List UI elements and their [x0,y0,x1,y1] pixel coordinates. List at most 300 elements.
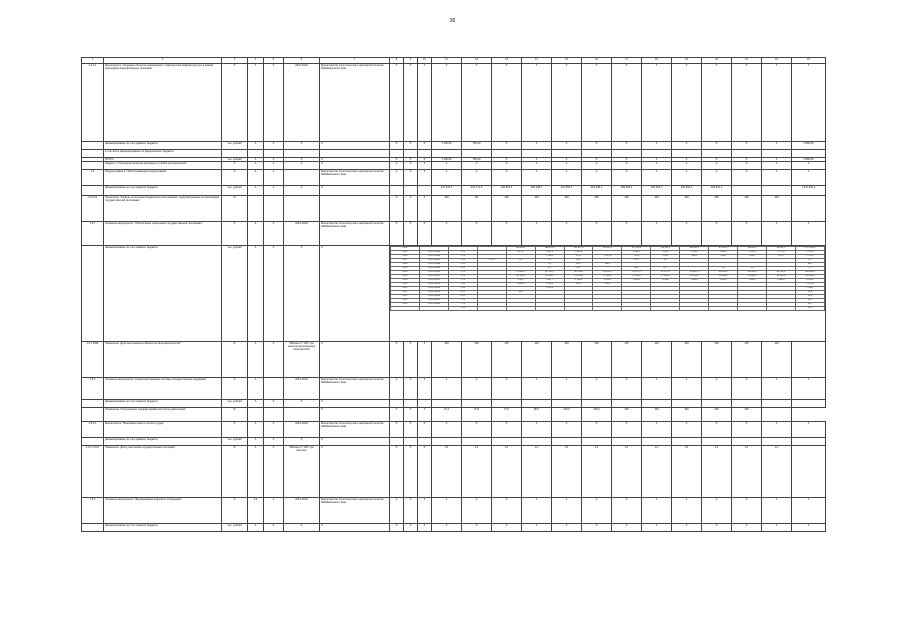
value-cell: 14 [552,446,582,498]
breakdown-cell: 1 29 [448,279,477,283]
cell-c4 [248,150,264,158]
value-cell: X [404,170,418,186]
breakdown-cell: 21 549,0 [593,275,622,279]
value-cell [732,438,762,446]
value-cell: X [462,378,492,400]
value-cell: X [492,64,522,142]
breakdown-cell [651,307,680,311]
value-cell: 781,20 [462,142,492,150]
value-cell: X [390,524,404,532]
value-cell: X [582,524,612,532]
column-number: 14 [522,58,552,64]
value-cell: X [432,170,462,186]
value-cell: X [522,64,552,142]
cell-c4: X [248,186,264,196]
value-cell [612,150,642,158]
cell-text: Мероприятие "Создание объектов инженерной и транспортной инфраструктуры в рамках реализации муниципальных программ [104,64,222,142]
breakdown-cell: 1 023,0 [593,279,622,283]
breakdown-cell: 17301 04309 [419,267,448,271]
value-cell [642,150,672,158]
value-cell [702,438,732,446]
value-cell: X [552,142,582,150]
cell-c6: 2014-2024 [284,378,320,400]
value-cell: X [492,142,522,150]
breakdown-cell: 25 103,1 [535,275,564,279]
cell-c4: X [248,342,264,378]
breakdown-cell: 7,2 [795,267,824,271]
value-cell: X [418,422,432,438]
breakdown-cell: 2018 [391,263,420,267]
cell-text: Показатель "Доля участников государственных программ" [104,446,222,498]
value-cell [404,438,418,446]
cell-unit: % [222,408,248,422]
cell-no [82,150,104,158]
breakdown-cell: 1 158,2 [535,255,564,259]
breakdown-cell: 1 288,2 [795,287,824,291]
breakdown-cell: 4 043,2 [795,279,824,283]
breakdown-cell: 2021 [391,287,420,291]
cell-c5 [264,408,284,422]
value-cell: X [672,158,702,162]
column-number: 18 [642,58,672,64]
value-cell: X [418,162,432,170]
cell-unit: X [222,498,248,524]
value-cell: 14 [582,446,612,498]
value-cell: X [582,498,612,524]
breakdown-cell: 2022 [391,295,420,299]
breakdown-cell: 1 095,6 [622,251,651,255]
breakdown-cell: 0,1 [651,267,680,271]
value-cell [418,400,432,408]
breakdown-cell: 38,9 [506,291,535,295]
value-cell: X [418,524,432,532]
value-cell: X [522,162,552,170]
column-number: 16 [582,58,612,64]
cell-c6: X [284,524,320,532]
value-cell: 100 [432,196,462,222]
cell-unit: X [222,64,248,142]
value-cell: X [612,158,642,162]
breakdown-cell: 125 895,2 [593,247,622,251]
breakdown-cell: 1 051,6 [535,251,564,255]
value-cell: X [582,170,612,186]
value-cell: X [404,446,418,498]
value-cell: X [642,378,672,400]
value-cell: X [390,446,404,498]
value-cell: X [390,162,404,170]
column-number: 11 [432,58,462,64]
value-cell: X [552,64,582,142]
value-cell: X [792,162,826,170]
value-cell: X [582,158,612,162]
value-cell [432,438,462,446]
value-cell: X [702,378,732,400]
cell-exec: X [320,446,390,498]
breakdown-cell: 2,1 [535,267,564,271]
breakdown-cell: 170,0 [651,255,680,259]
value-cell [418,150,432,158]
cell-unit: тыс. рублей [222,246,248,342]
value-cell [522,400,552,408]
value-cell: X [418,158,432,162]
breakdown-cell: 82 12 [506,251,535,255]
value-cell: X [522,422,552,438]
cell-c6: 2021-2024 [284,64,320,142]
cell-unit: тыс. рублей [222,400,248,408]
value-cell: 100 [732,408,762,422]
breakdown-cell: 1 447,7 [535,279,564,283]
value-cell: 240 810,6 [492,186,522,196]
value-cell: 1 896,20 [792,142,826,150]
breakdown-cell: 1 213,0 [680,251,709,255]
table-row [82,524,826,532]
value-cell: X [552,222,582,246]
breakdown-cell: 734,5 [593,283,622,287]
cell-exec: Министерство строительства и жилищной политики Забайкальского края [320,170,390,186]
cell-exec [320,196,390,222]
value-cell: X [792,524,826,532]
value-cell: X [762,524,792,532]
value-cell: X [390,170,404,186]
value-cell: X [762,378,792,400]
value-cell: X [702,162,732,170]
cell-c4: X [248,422,264,438]
table-body [82,58,826,532]
column-number: 5 [264,58,284,64]
cell-unit: % [222,446,248,498]
cell-text: Задача 1. "Улучшение качества жилищных условий для населения" [104,162,222,170]
value-cell: 100 [552,342,582,378]
value-cell: X [492,222,522,246]
breakdown-cell: 12,0 [795,307,824,311]
value-cell [432,150,462,158]
cell-no [82,186,104,196]
breakdown-cell: 29,8 [795,291,824,295]
cell-no [82,524,104,532]
value-cell: X [462,222,492,246]
value-cell: X [462,422,492,438]
value-cell [612,400,642,408]
table-row [82,400,826,408]
table-row [82,170,826,186]
cell-unit: X [222,378,248,400]
breakdown-cell: 8 52 [448,295,477,299]
value-cell: X [702,64,732,142]
cell-no: 1.5.1 [82,222,104,246]
value-cell: 100,0 [582,408,612,422]
value-cell: 14 [492,446,522,498]
cell-c4: X [248,162,264,170]
column-number: 2 [104,58,222,64]
cell-unit: X [222,162,248,170]
value-cell: X [390,222,404,246]
breakdown-cell: 2014 [391,247,420,251]
value-cell: X [642,170,672,186]
value-cell: 1 115,00 [432,158,462,162]
breakdown-cell: 2015 [391,251,420,255]
cell-c6: X [284,142,320,150]
value-cell [732,400,762,408]
value-cell: 1 896,20 [792,158,826,162]
breakdown-cell: 1 082,9 [564,251,593,255]
cell-exec: X [320,408,390,422]
cell-c4: X [248,524,264,532]
table-row [82,196,826,222]
breakdown-cell: 1 107 844,2 [795,247,824,251]
cell-no: 1.4.2.1 [82,64,104,142]
cell-no [82,400,104,408]
breakdown-cell: 2021 [391,291,420,295]
cell-c6 [284,170,320,186]
breakdown-cell: 31,4 [795,299,824,303]
cell-no: 1.5.1.0001 [82,342,104,378]
value-cell: X [390,422,404,438]
cell-c5: X [264,246,284,342]
breakdown-cell: 121 169,0 [622,247,651,251]
breakdown-cell: 17301 04305 [419,251,448,255]
cell-text: ИТОГО [104,158,222,162]
value-cell: X [390,498,404,524]
breakdown-cell: 1 29 [448,255,477,259]
value-cell: 1 207 844,2 [792,186,826,196]
value-cell [702,400,732,408]
cell-unit: тыс. рублей [222,142,248,150]
cell-c6: X [284,400,320,408]
value-cell [762,186,792,196]
value-cell: 100 [672,196,702,222]
cell-c5: X [264,142,284,150]
value-cell: 14 [522,446,552,498]
value-cell: X [642,524,672,532]
value-cell: X [762,142,792,150]
value-cell [418,186,432,196]
breakdown-cell: 772,0 [477,259,506,263]
breakdown-cell [622,307,651,311]
value-cell: X [642,158,672,162]
value-cell: 100 [642,408,672,422]
breakdown-cell: 188 378,5 [535,247,564,251]
breakdown-cell: 1 107,0 [593,255,622,259]
value-cell: X [418,446,432,498]
value-cell: X [522,378,552,400]
cell-c5: X [264,158,284,162]
breakdown-cell: 43,6 [622,267,651,271]
value-cell [462,438,492,446]
value-cell: 88,0 [522,408,552,422]
value-cell: 193 593,2 [672,186,702,196]
value-cell [404,150,418,158]
value-cell: 14 [702,446,732,498]
value-cell: X [702,422,732,438]
value-cell: X [642,498,672,524]
value-cell: X [552,162,582,170]
breakdown-cell: 146 365,2 [506,247,535,251]
value-cell: X [702,498,732,524]
value-cell: 100 [702,196,732,222]
value-cell [762,150,792,158]
breakdown-cell: 1 175,2 [795,255,824,259]
value-cell [552,400,582,408]
value-cell: X [462,162,492,170]
breakdown-cell: 1,0 [535,263,564,267]
breakdown-cell: 1 046,0 [766,279,795,283]
value-cell: X [702,222,732,246]
value-cell: X [702,170,732,186]
cell-no [82,162,104,170]
cell-text: Показатель "Соотношение средней заработной платы работников" [104,408,222,422]
value-cell [672,438,702,446]
value-cell: X [612,162,642,170]
breakdown-cell: 1 21 [448,251,477,255]
value-cell: X [672,378,702,400]
cell-text: Основное мероприятие "Обеспечение реализации государственной программы" [104,222,222,246]
breakdown-cell: 1 167,2 [506,279,535,283]
value-cell: X [672,170,702,186]
column-number: 17 [612,58,642,64]
value-cell: 14 [672,446,702,498]
value-cell: X [522,222,552,246]
value-cell [582,438,612,446]
breakdown-cell: 9,2 [795,259,824,263]
cell-unit: тыс. рублей [222,186,248,196]
value-cell: X [404,162,418,170]
value-cell: 100 [492,342,522,378]
value-cell: X [404,408,418,422]
value-cell: X [418,342,432,378]
value-cell: X [582,222,612,246]
value-cell [792,400,826,408]
value-cell: X [432,524,462,532]
value-cell: X [732,378,762,400]
cell-exec: Министерство строительства и жилищной политики Забайкальского края [320,378,390,400]
cell-exec: X [320,438,390,446]
cell-c4 [248,408,264,422]
breakdown-cell: 17301 04307 [419,259,448,263]
breakdown-cell: 2019 [391,271,420,275]
value-cell: 100 [702,342,732,378]
breakdown-cell: 1 19 [448,303,477,307]
breakdown-cell: 36 223,6 [564,271,593,275]
breakdown-cell: 197,0 [766,255,795,259]
value-cell: X [522,158,552,162]
breakdown-cell: 1 225,9 [535,283,564,287]
cell-unit: тыс. рублей [222,158,248,162]
value-cell [522,150,552,158]
cell-no [82,142,104,150]
cell-text: финансирование за счет краевого бюджета [104,438,222,446]
breakdown-cell: 1 912,6 [651,251,680,255]
value-cell: X [702,158,732,162]
breakdown-cell: 21 549,0 [622,275,651,279]
value-cell: X [582,64,612,142]
table-row [82,446,826,498]
value-cell: X [762,64,792,142]
breakdown-cell: 147 391,7 [535,271,564,275]
cell-no [82,408,104,422]
column-number: 21 [732,58,762,64]
column-number: 20 [702,58,732,64]
cell-no: 1.5 [82,170,104,186]
value-cell: X [612,524,642,532]
value-cell [702,150,732,158]
value-cell: X [522,170,552,186]
value-cell [732,150,762,158]
cell-text: Мероприятие "Реализация мер по оплате труда" [104,422,222,438]
breakdown-cell: 1 11 [448,299,477,303]
breakdown-cell [506,307,535,311]
breakdown-cell: 8 51 [448,263,477,267]
value-cell: X [404,524,418,532]
value-cell: 244 771,5 [462,186,492,196]
value-cell: X [462,64,492,142]
value-cell: X [792,170,826,186]
table-row [82,142,826,150]
breakdown-cell: 1 44 [448,259,477,263]
breakdown-cell: 1,0 [709,267,738,271]
cell-c4: X [248,378,264,400]
value-cell [672,400,702,408]
cell-c6: Таблица Х "100" при наличии [284,446,320,498]
value-cell: X [418,378,432,400]
cell-unit: тыс. рублей [222,524,248,532]
value-cell [762,408,792,422]
cell-c5: X [264,498,284,524]
value-cell: X [732,498,762,524]
value-cell: X [522,498,552,524]
value-cell [642,438,672,446]
cell-unit [222,150,248,158]
value-cell: 100 [612,342,642,378]
breakdown-cell: 26,7 [564,267,593,271]
cell-c6 [284,150,320,158]
breakdown-cell: 1 22 [448,275,477,279]
value-cell: 100 [522,196,552,222]
value-cell: X [390,342,404,378]
table-row [82,422,826,438]
breakdown-cell: 1 000,3 [506,283,535,287]
value-cell [492,400,522,408]
value-cell: X [732,142,762,150]
value-cell: X [552,170,582,186]
breakdown-cell: 2017 [391,259,420,263]
breakdown-cell: 142 672,0 [564,247,593,251]
cell-unit: X [222,170,248,186]
breakdown-cell: 188 593,2 [680,247,709,251]
cell-text: Показатель "Доля выполненных Министерством мероприятий" [104,342,222,378]
breakdown-cell: 1 023,0 [622,279,651,283]
cell-text: финансирование за счет краевого бюджета [104,186,222,196]
value-cell: X [762,422,792,438]
value-cell [732,186,762,196]
breakdown-cell: 4,5 [651,259,680,263]
breakdown-cell: 1 173,0 [766,251,795,255]
value-cell: X [762,170,792,186]
breakdown-cell: 1 100,0 [564,279,593,283]
cell-c4 [248,196,264,222]
value-cell: X [612,142,642,150]
value-cell: 14 [642,446,672,498]
breakdown-cell: 243 339,2 [795,275,824,279]
breakdown-cell: 17301 04311 [419,275,448,279]
value-cell [792,438,826,446]
cell-exec: Министерство строительства и жилищной политики Забайкальского края [320,422,390,438]
column-number: 1 [82,58,104,64]
cell-c6: X [284,246,320,342]
breakdown-cell: 26 253,0 [680,275,709,279]
value-cell: X [792,222,826,246]
breakdown-cell: 2 44 [448,307,477,311]
cell-c5 [264,378,284,400]
